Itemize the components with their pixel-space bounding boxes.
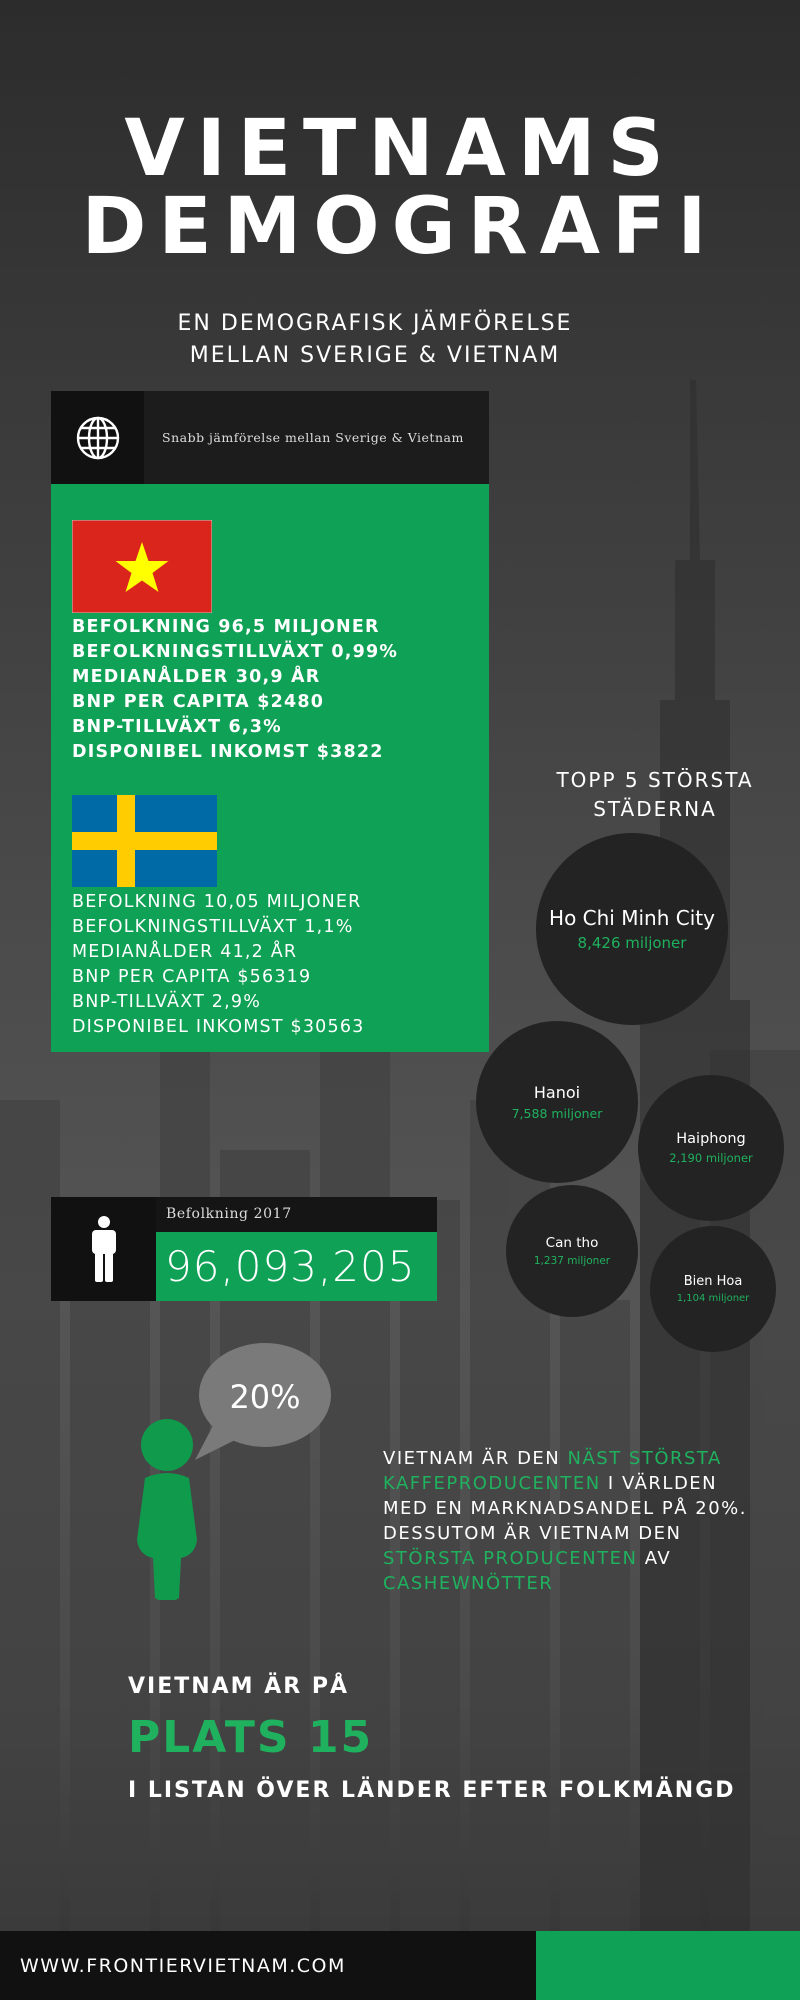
sweden-stat: BEFOLKNING 10,05 MILJONER: [72, 892, 362, 912]
coffee-text-part: AV: [637, 1548, 672, 1569]
coffee-text-part: VIETNAM ÄR DEN: [383, 1448, 568, 1469]
vietnam-flag-icon: [72, 520, 212, 613]
sweden-flag-icon: [72, 795, 217, 887]
subtitle-line-1: EN DEMOGRAFISK JÄMFÖRELSE: [177, 311, 573, 336]
comparison-header: [51, 391, 489, 484]
cities-title-line-2: STÄDERNA: [593, 797, 717, 821]
city-name: Can tho: [545, 1235, 599, 1251]
coffee-text: [383, 1446, 763, 1596]
footer-url[interactable]: [0, 1931, 536, 2000]
person-icon: [90, 1216, 118, 1282]
city-name: Ho Chi Minh City: [549, 906, 715, 930]
city-circle-hanoi: [476, 1021, 638, 1183]
page-title: [0, 104, 800, 272]
title-line-2: DEMOGRAFI: [81, 182, 719, 272]
city-circle-ho-chi-minh: [536, 833, 728, 1025]
sweden-stat: BEFOLKNINGSTILLVÄXT 1,1%: [72, 917, 354, 937]
comparison-body: [51, 484, 489, 1052]
ranking-line-1: VIETNAM ÄR PÅ: [128, 1674, 350, 1699]
population-value: 96,093,205: [156, 1232, 437, 1301]
city-population: 1,237 miljoner: [533, 1255, 611, 1267]
city-population: 7,588 miljoner: [511, 1106, 603, 1121]
coffee-percent: 20%: [229, 1378, 301, 1416]
vietnam-stats: [72, 615, 398, 765]
title-line-1: VIETNAMS: [124, 104, 676, 194]
footer-url-text: WWW.FRONTIERVIETNAM.COM: [20, 1954, 346, 1977]
cities-title: [520, 766, 790, 824]
city-population: 2,190 miljoner: [669, 1151, 753, 1165]
city-population: 1,104 miljoner: [676, 1293, 750, 1304]
cashew-word: CASHEWNÖTTER: [383, 1573, 554, 1594]
sweden-stat: BNP-TILLVÄXT 2,9%: [72, 992, 262, 1012]
sweden-stat: BNP PER CAPITA $56319: [72, 967, 312, 987]
population-label: Befolkning 2017: [156, 1197, 437, 1232]
vietnam-stat: MEDIANÅLDER 30,9 ÅR: [72, 667, 321, 687]
globe-icon-box: [51, 391, 144, 484]
subtitle-line-2: MELLAN SVERIGE & VIETNAM: [189, 343, 561, 368]
city-circle-can-tho: [506, 1185, 638, 1317]
vietnam-stat: BNP PER CAPITA $2480: [72, 692, 325, 712]
city-circle-haiphong: [638, 1075, 784, 1221]
city-name: Hanoi: [533, 1083, 581, 1102]
globe-icon: [75, 415, 121, 461]
city-name: Haiphong: [676, 1131, 746, 1147]
cashew-highlight: STÖRSTA PRODUCENTEN: [383, 1548, 638, 1569]
vietnam-stat: BEFOLKNING 96,5 MILJONER: [72, 617, 380, 637]
ranking-line-3: I LISTAN ÖVER LÄNDER EFTER FOLKMÄNGD: [128, 1778, 736, 1803]
cities-title-line-1: TOPP 5 STÖRSTA: [556, 768, 754, 792]
footer-accent-bar: [536, 1931, 800, 2000]
city-population: 8,426 miljoner: [577, 934, 687, 952]
person-icon-box: [51, 1197, 156, 1301]
vietnam-stat: DISPONIBEL INKOMST $3822: [72, 742, 384, 762]
coffee-text-part: I VÄRLDEN MED EN MARKNADSANDEL PÅ 20%. DESSUTOM ÄR VIETNAM DEN: [383, 1473, 747, 1544]
city-circle-bien-hoa: [650, 1226, 776, 1352]
sweden-stat: DISPONIBEL INKOMST $30563: [72, 1017, 365, 1037]
coffee-highlight: NÄST STÖRSTA KAFFEPRODUCENTEN: [383, 1448, 722, 1494]
sweden-stats: [72, 890, 365, 1040]
comparison-header-text: Snabb jämförelse mellan Sverige & Vietnam: [162, 430, 464, 445]
city-name: Bien Hoa: [683, 1274, 743, 1289]
page-subtitle: [0, 308, 750, 372]
sweden-stat: MEDIANÅLDER 41,2 ÅR: [72, 942, 298, 962]
ranking-place: PLATS 15: [128, 1712, 374, 1763]
vietnam-stat: BNP-TILLVÄXT 6,3%: [72, 717, 282, 737]
vietnam-stat: BEFOLKNINGSTILLVÄXT 0,99%: [72, 642, 399, 662]
